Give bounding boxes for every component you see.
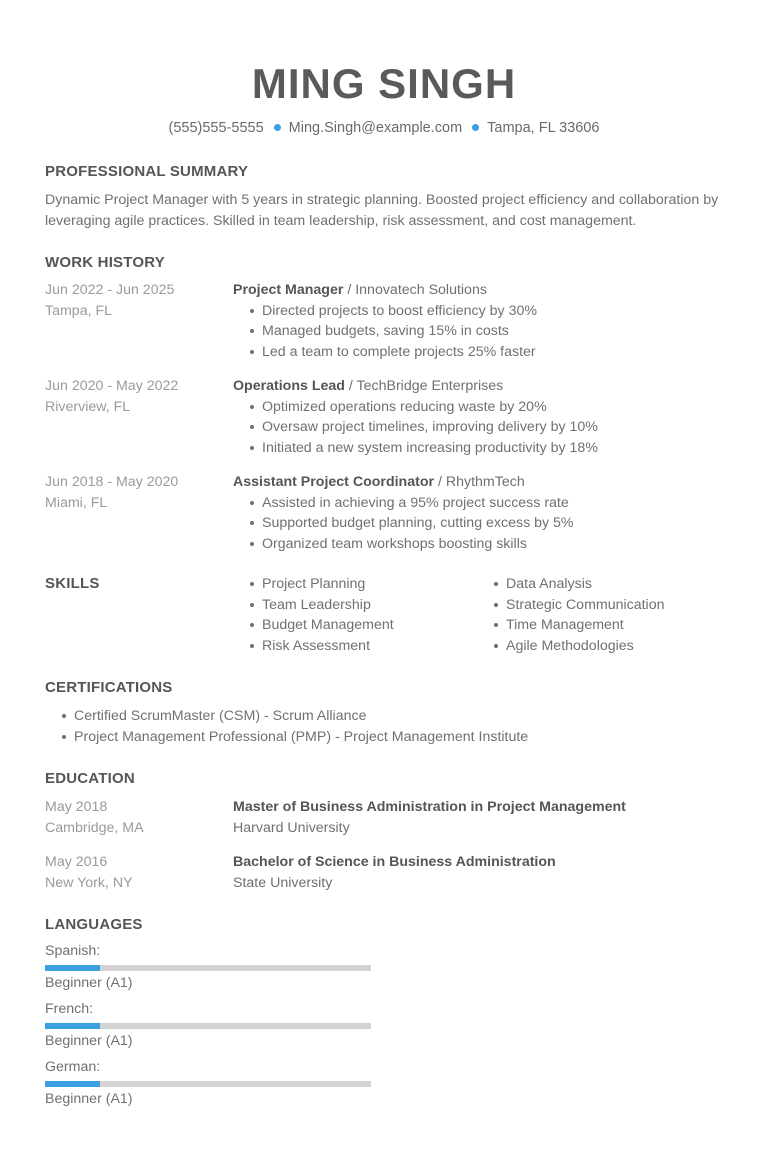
list-item: Oversaw project timelines, improving delivery by 10% — [262, 417, 723, 438]
list-item: Budget Management — [262, 615, 477, 636]
list-item: Project Management Professional (PMP) - Project Management Institute — [74, 727, 723, 748]
list-item: Project Planning — [262, 574, 477, 595]
candidate-name: MING SINGH — [251, 60, 517, 107]
job-dates: Jun 2018 - May 2020 — [45, 474, 179, 490]
section-title-certifications: CERTIFICATIONS — [45, 679, 173, 696]
proficiency-fill — [45, 965, 100, 971]
list-item: Initiated a new system increasing productivity by 18% — [262, 438, 723, 459]
summary-text: Dynamic Project Manager with 5 years in strategic planning. Boosted project efficiency and collaboration by leveraging agile practices. Skilled in team leadership, risk assessment, and cost management. — [45, 192, 719, 229]
location: Tampa, FL 33606 — [487, 120, 600, 136]
degree: Master of Business Administration in Project Management — [233, 799, 626, 815]
job-role: Assistant Project Coordinator — [233, 474, 435, 490]
job-location: Tampa, FL — [45, 302, 113, 319]
education-entry — [45, 797, 723, 838]
certifications-section — [45, 678, 723, 747]
section-title-work: WORK HISTORY — [45, 254, 165, 271]
job-role: Operations Lead — [233, 378, 345, 394]
list-item: Risk Assessment — [262, 636, 477, 657]
skills-column — [233, 574, 477, 656]
job-entry — [45, 280, 723, 362]
list-item: Led a team to complete projects 25% faster — [262, 342, 723, 363]
summary-section — [45, 162, 723, 231]
job-company: / Innovatech Solutions — [343, 282, 487, 298]
contact-line — [45, 118, 723, 138]
proficiency-fill — [45, 1081, 100, 1087]
job-role: Project Manager — [233, 282, 344, 298]
education-entry — [45, 852, 723, 893]
skills-section — [45, 574, 723, 656]
school: Harvard University — [233, 819, 350, 836]
job-company: / RhythmTech — [434, 474, 525, 490]
bullet-dot-icon — [472, 124, 479, 131]
proficiency-bar — [45, 1023, 371, 1029]
job-entry — [45, 472, 723, 554]
language-name: German: — [45, 1059, 101, 1075]
proficiency-bar — [45, 1081, 371, 1087]
list-item: Assisted in achieving a 95% project success rate — [262, 493, 723, 514]
languages-section — [45, 915, 723, 1115]
education-date: May 2016 — [45, 854, 108, 870]
language-name: Spanish: — [45, 943, 101, 959]
list-item: Strategic Communication — [506, 595, 665, 616]
section-title-summary: PROFESSIONAL SUMMARY — [45, 163, 249, 180]
job-entry — [45, 376, 723, 458]
proficiency-bar — [45, 965, 371, 971]
degree: Bachelor of Science in Business Administration — [233, 854, 556, 870]
school: State University — [233, 874, 333, 891]
section-title-languages: LANGUAGES — [45, 916, 143, 933]
proficiency-fill — [45, 1023, 100, 1029]
list-item: Certified ScrumMaster (CSM) - Scrum Alliance — [74, 706, 723, 727]
job-bullets — [233, 493, 723, 555]
job-dates: Jun 2020 - May 2022 — [45, 378, 179, 394]
language-item — [45, 999, 389, 1051]
list-item: Team Leadership — [262, 595, 477, 616]
list-item: Organized team workshops boosting skills — [262, 534, 723, 555]
skills-column — [477, 574, 665, 656]
list-item: Agile Methodologies — [506, 636, 665, 657]
language-level: Beginner (A1) — [45, 1091, 133, 1107]
section-title-skills: SKILLS — [45, 575, 100, 592]
education-location: New York, NY — [45, 874, 133, 891]
language-item — [45, 941, 389, 993]
job-dates: Jun 2022 - Jun 2025 — [45, 282, 175, 298]
language-item — [45, 1057, 389, 1109]
language-name: French: — [45, 1001, 94, 1017]
work-history-section — [45, 253, 723, 554]
language-level: Beginner (A1) — [45, 1033, 133, 1049]
education-section — [45, 769, 723, 893]
phone: (555)555-5555 — [168, 120, 264, 136]
education-location: Cambridge, MA — [45, 819, 144, 836]
job-company: / TechBridge Enterprises — [344, 378, 504, 394]
list-item: Directed projects to boost efficiency by 30% — [262, 301, 723, 322]
list-item: Managed budgets, saving 15% in costs — [262, 321, 723, 342]
job-bullets — [233, 397, 723, 459]
list-item: Time Management — [506, 615, 665, 636]
section-title-education: EDUCATION — [45, 770, 135, 787]
list-item: Optimized operations reducing waste by 20% — [262, 397, 723, 418]
list-item: Supported budget planning, cutting excess by 5% — [262, 513, 723, 534]
list-item: Data Analysis — [506, 574, 665, 595]
job-bullets — [233, 301, 723, 363]
job-location: Miami, FL — [45, 494, 108, 511]
bullet-dot-icon — [274, 124, 281, 131]
language-level: Beginner (A1) — [45, 975, 133, 991]
education-date: May 2018 — [45, 799, 108, 815]
email: Ming.Singh@example.com — [288, 120, 463, 136]
job-location: Riverview, FL — [45, 398, 131, 415]
